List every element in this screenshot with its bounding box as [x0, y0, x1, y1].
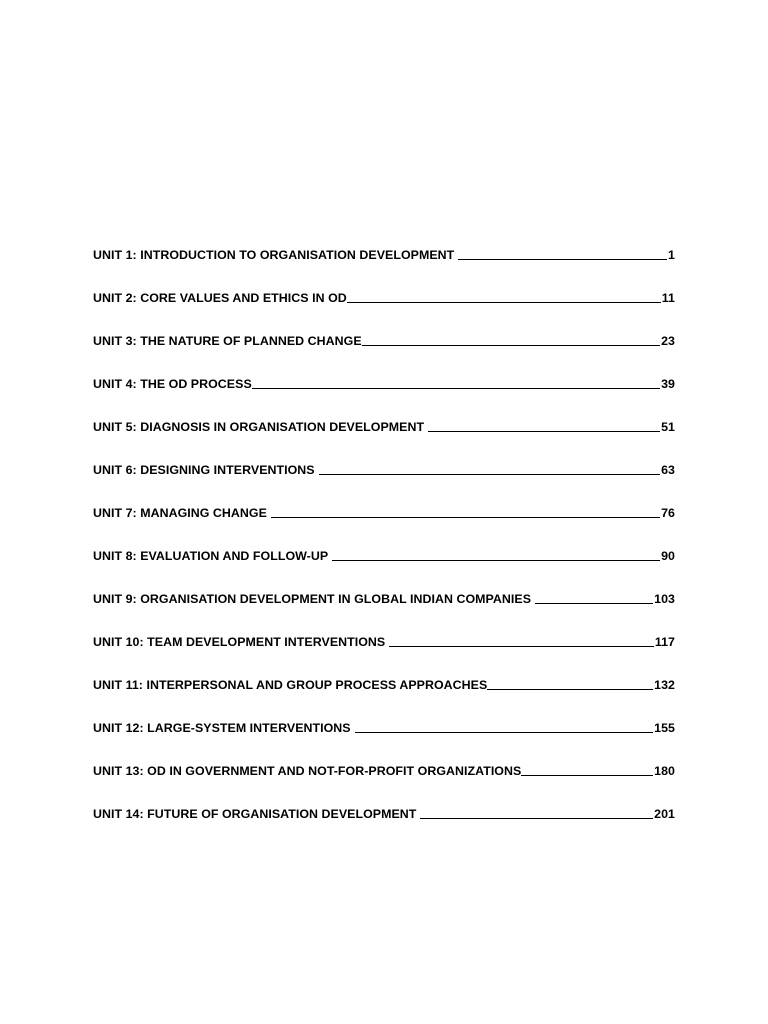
toc-entry-page: 103 — [654, 592, 675, 606]
toc-entry-title: UNIT 7: MANAGING CHANGE — [93, 506, 267, 520]
toc-entry-unit-1 — [93, 222, 675, 265]
toc-entry-title: UNIT 2: CORE VALUES AND ETHICS IN OD — [93, 291, 347, 305]
toc-entry-page: 180 — [654, 764, 675, 778]
toc-entry-title: UNIT 12: LARGE-SYSTEM INTERVENTIONS — [93, 721, 351, 735]
toc-leader-line — [347, 301, 661, 303]
toc-entry-title: UNIT 9: ORGANISATION DEVELOPMENT IN GLOBAL INDIAN COMPANIES — [93, 592, 532, 606]
toc-entry-unit-9 — [93, 566, 675, 609]
toc-entry-title: UNIT 6: DESIGNING INTERVENTIONS — [93, 463, 315, 477]
toc-leader-line — [420, 817, 653, 819]
toc-entry-title: UNIT 13: OD IN GOVERNMENT AND NOT-FOR-PROFIT ORGANIZATIONS — [93, 764, 522, 778]
toc-entry-page: 76 — [661, 506, 675, 520]
toc-leader-line — [332, 559, 660, 561]
toc-leader-line — [487, 688, 653, 690]
toc-entry-unit-4 — [93, 351, 675, 394]
toc-entry-unit-3 — [93, 308, 675, 351]
toc-entry-title: UNIT 10: TEAM DEVELOPMENT INTERVENTIONS — [93, 635, 386, 649]
toc-leader-line — [521, 774, 653, 776]
toc-entry-page: 132 — [654, 678, 675, 692]
toc-entry-unit-7 — [93, 480, 675, 523]
toc-leader-line — [389, 645, 654, 647]
toc-entry-unit-13 — [93, 738, 675, 781]
toc-entry-unit-8 — [93, 523, 675, 566]
toc-entry-page: 1 — [668, 248, 675, 262]
toc-entry-unit-11 — [93, 652, 675, 695]
toc-leader-line — [428, 430, 660, 432]
toc-entry-unit-6 — [93, 437, 675, 480]
toc-entry-page: 63 — [661, 463, 675, 477]
toc-leader-line — [458, 258, 667, 260]
toc-leader-line — [535, 602, 653, 604]
toc-entry-unit-10 — [93, 609, 675, 652]
toc-leader-line — [252, 387, 660, 389]
toc-entry-unit-12 — [93, 695, 675, 738]
toc-entry-page: 90 — [661, 549, 675, 563]
toc-leader-line — [319, 473, 660, 475]
toc-entry-page: 201 — [654, 807, 675, 821]
toc-entry-title: UNIT 11: INTERPERSONAL AND GROUP PROCESS APPROACHES — [93, 678, 488, 692]
toc-leader-line — [271, 516, 660, 518]
toc-entry-unit-14 — [93, 781, 675, 824]
toc-entry-title: UNIT 14: FUTURE OF ORGANISATION DEVELOPMENT — [93, 807, 417, 821]
toc-leader-line — [362, 344, 660, 346]
toc-entry-page: 155 — [654, 721, 675, 735]
toc-entry-title: UNIT 5: DIAGNOSIS IN ORGANISATION DEVELOPMENT — [93, 420, 425, 434]
table-of-contents — [93, 222, 675, 824]
toc-entry-page: 117 — [654, 635, 675, 649]
toc-entry-unit-5 — [93, 394, 675, 437]
toc-entry-page: 39 — [661, 377, 675, 391]
toc-entry-page: 51 — [661, 420, 675, 434]
toc-entry-title: UNIT 1: INTRODUCTION TO ORGANISATION DEVELOPMENT — [93, 248, 455, 262]
toc-entry-title: UNIT 4: THE OD PROCESS — [93, 377, 252, 391]
toc-entry-page: 11 — [661, 291, 675, 305]
toc-leader-line — [355, 731, 654, 733]
toc-entry-title: UNIT 8: EVALUATION AND FOLLOW-UP — [93, 549, 329, 563]
toc-entry-page: 23 — [661, 334, 675, 348]
toc-entry-title: UNIT 3: THE NATURE OF PLANNED CHANGE — [93, 334, 362, 348]
toc-entry-unit-2 — [93, 265, 675, 308]
